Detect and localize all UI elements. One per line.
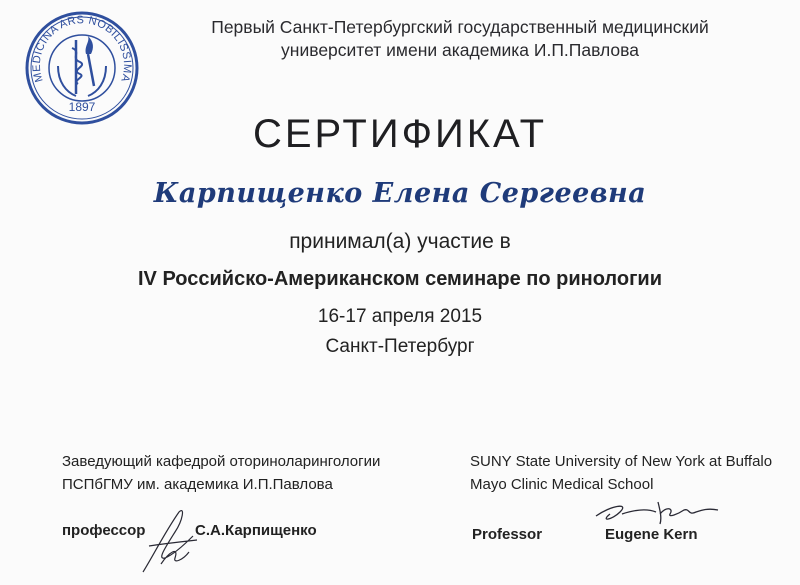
right-signatory-title: Professor — [472, 526, 543, 543]
certificate-title: СЕРТИФИКАТ — [252, 112, 548, 156]
left-signatory-affiliation — [62, 450, 392, 496]
left-signatory-name: С.А.Карпищенко — [195, 522, 317, 539]
university-seal — [24, 10, 140, 126]
university-name-line1: Первый Санкт-Петербургский государственный медицинский — [211, 17, 709, 37]
left-affiliation-line1: Заведующий кафедрой оториноларингологии — [62, 453, 381, 470]
university-name-line2: университет имени академика И.П.Павлова — [281, 40, 639, 60]
university-name — [150, 16, 770, 62]
left-signatory-title: профессор — [62, 522, 146, 539]
event-dates: 16-17 апреля 2015 — [317, 306, 483, 327]
event-city: Санкт-Петербург — [325, 336, 475, 357]
seal-year: 1897 — [68, 100, 96, 114]
right-signatory-affiliation — [470, 450, 790, 496]
right-signatory-name: Eugene Kern — [605, 526, 698, 543]
event-name: IV Российско-Американском семинаре по ринологии — [137, 268, 662, 290]
seal-arc-text: MEDICINA ARS NOBILISSIMA — [30, 14, 134, 84]
left-signature — [135, 502, 205, 580]
right-affiliation-line1: SUNY State University of New York at Buffalo — [470, 453, 773, 470]
left-affiliation-line2: ПСПбГМУ им. академика И.П.Павлова — [62, 476, 333, 493]
right-affiliation-line2: Mayo Clinic Medical School — [470, 476, 654, 493]
right-signature — [590, 496, 725, 530]
participation-text: принимал(а) участие в — [289, 230, 511, 253]
recipient-name: Карпищенко Елена Сергеевна — [153, 178, 647, 209]
